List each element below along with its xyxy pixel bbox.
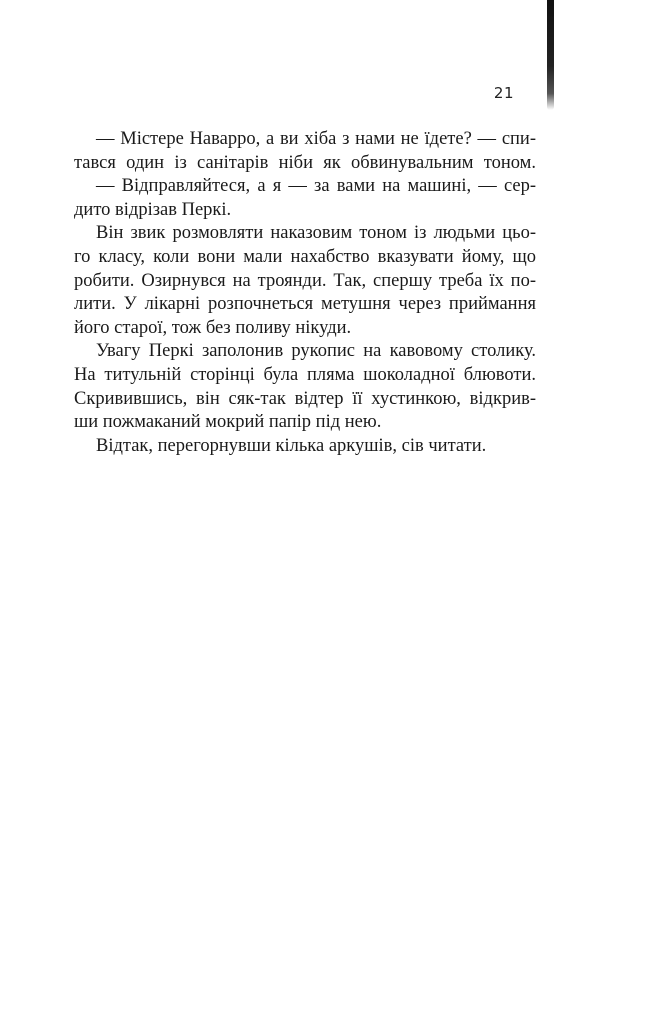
text-line: Увагу Перкі заполонив рукопис на кавовому столику. — [96, 341, 536, 362]
page-number: 21 — [493, 84, 514, 102]
text-line: Відтак, перегорнувши кілька аркушів, сів читати. — [96, 435, 487, 456]
text-line: — Містере Наварро, а ви хіба з нами не їдете? — спи- — [96, 129, 536, 149]
text-line: го класу, коли вони мали нахабство вказувати йому, що — [74, 246, 536, 267]
body-text — [74, 128, 536, 458]
text-line: лити. У лікарні розпочнеться метушня через приймання — [74, 294, 536, 315]
text-line: — Відправляйтеся, а я — за вами на машині, — сер- — [96, 176, 536, 197]
text-line: дито відрізав Перкі. — [74, 199, 232, 220]
text-line: На титульній сторінці була пляма шоколадної блювоти. — [74, 364, 536, 385]
page-edge-mark — [547, 0, 554, 110]
text-line: робити. Озирнувся на троянди. Так, спершу треба їх по- — [74, 270, 536, 291]
text-line: Скривившись, він сяк-так відтер її хустинкою, відкрив- — [74, 388, 536, 409]
text-line: його старої, тож без поливу нікуди. — [74, 317, 352, 338]
text-line: Він звик розмовляти наказовим тоном із людьми цьо- — [96, 223, 536, 244]
text-line: ши пожмаканий мокрий папір під нею. — [74, 412, 382, 433]
text-line: тався один із санітарів ніби як обвинувальним тоном. — [74, 152, 536, 173]
